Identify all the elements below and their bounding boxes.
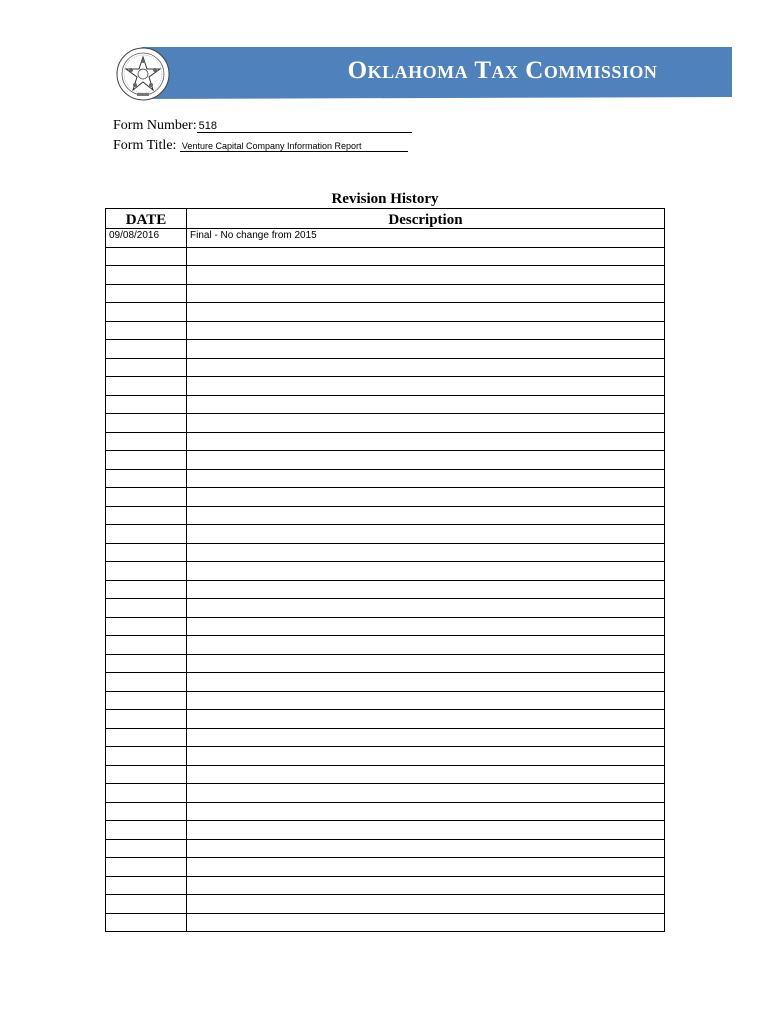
description-cell [187,377,665,396]
revision-history-table [105,208,665,932]
description-cell [187,266,665,285]
table-row [106,395,665,414]
revision-rows [106,229,665,932]
table-row [106,802,665,821]
description-cell [187,895,665,914]
date-cell [106,469,187,488]
description-cell [187,284,665,303]
table-row [106,747,665,766]
description-cell [187,395,665,414]
date-cell [106,691,187,710]
description-cell [187,784,665,803]
date-cell [106,303,187,322]
description-cell [187,340,665,359]
description-cell [187,636,665,655]
date-cell [106,562,187,581]
form-title-label: Form Title: [113,138,177,153]
table-row [106,654,665,673]
date-cell [106,913,187,932]
table-row [106,691,665,710]
description-cell [187,414,665,433]
date-cell [106,784,187,803]
date-cell [106,599,187,618]
table-row [106,673,665,692]
table-row [106,377,665,396]
date-cell [106,414,187,433]
table-row [106,765,665,784]
table-row [106,525,665,544]
table-row [106,469,665,488]
table-row [106,303,665,322]
table-row [106,266,665,285]
table-row [106,913,665,932]
date-cell [106,525,187,544]
table-row [106,580,665,599]
date-cell [106,451,187,470]
date-cell [106,617,187,636]
date-cell [106,395,187,414]
table-row [106,543,665,562]
date-cell [106,821,187,840]
date-cell [106,895,187,914]
agency-banner [116,47,732,99]
date-cell [106,710,187,729]
table-row [106,895,665,914]
table-row [106,617,665,636]
table-row [106,710,665,729]
date-cell [106,654,187,673]
oklahoma-state-seal-icon [116,47,170,101]
table-row [106,247,665,266]
date-cell [106,580,187,599]
table-row [106,784,665,803]
description-cell [187,858,665,877]
revision-history-title: Revision History [331,191,439,207]
description-cell [187,747,665,766]
table-row [106,432,665,451]
table-row [106,488,665,507]
date-cell [106,802,187,821]
date-cell [106,858,187,877]
description-cell [187,802,665,821]
date-cell [106,765,187,784]
table-row [106,839,665,858]
date-cell [106,673,187,692]
agency-title: Oklahoma Tax Commission [347,57,658,84]
form-number-label: Form Number: [113,118,197,133]
table-row [106,506,665,525]
date-cell [106,340,187,359]
date-column-header: DATE [106,209,187,229]
table-row [106,358,665,377]
description-cell [187,488,665,507]
date-cell [106,506,187,525]
table-row [106,451,665,470]
description-cell [187,432,665,451]
form-title-value: Venture Capital Company Information Report [180,141,408,152]
date-cell [106,284,187,303]
description-cell [187,525,665,544]
description-cell [187,469,665,488]
description-cell [187,654,665,673]
form-number-value: 518 [197,120,412,133]
description-cell [187,839,665,858]
form-number-line [113,118,412,134]
date-cell [106,876,187,895]
table-row [106,229,665,248]
description-cell [187,728,665,747]
table-row [106,876,665,895]
description-cell [187,358,665,377]
description-cell [187,247,665,266]
date-cell [106,543,187,562]
description-cell [187,821,665,840]
description-cell [187,580,665,599]
date-cell [106,432,187,451]
description-cell [187,765,665,784]
description-cell [187,303,665,322]
table-row [106,562,665,581]
description-cell: Final - No change from 2015 [187,229,665,248]
table-row [106,728,665,747]
description-cell [187,451,665,470]
date-cell [106,358,187,377]
description-cell [187,599,665,618]
description-cell [187,691,665,710]
description-cell [187,506,665,525]
date-cell [106,377,187,396]
description-cell [187,562,665,581]
table-row [106,858,665,877]
date-cell [106,728,187,747]
form-title-line [113,138,408,154]
description-column-header: Description [187,209,665,229]
description-cell [187,876,665,895]
date-cell [106,636,187,655]
table-row [106,599,665,618]
description-cell [187,913,665,932]
date-cell [106,266,187,285]
description-cell [187,710,665,729]
description-cell [187,673,665,692]
date-cell [106,488,187,507]
table-header-row [106,209,665,229]
date-cell [106,839,187,858]
description-cell [187,543,665,562]
date-cell [106,247,187,266]
table-row [106,321,665,340]
description-cell [187,321,665,340]
date-cell [106,747,187,766]
description-cell [187,617,665,636]
table-row [106,414,665,433]
table-row [106,340,665,359]
table-row [106,821,665,840]
date-cell: 09/08/2016 [106,229,187,248]
table-row [106,636,665,655]
table-row [106,284,665,303]
date-cell [106,321,187,340]
